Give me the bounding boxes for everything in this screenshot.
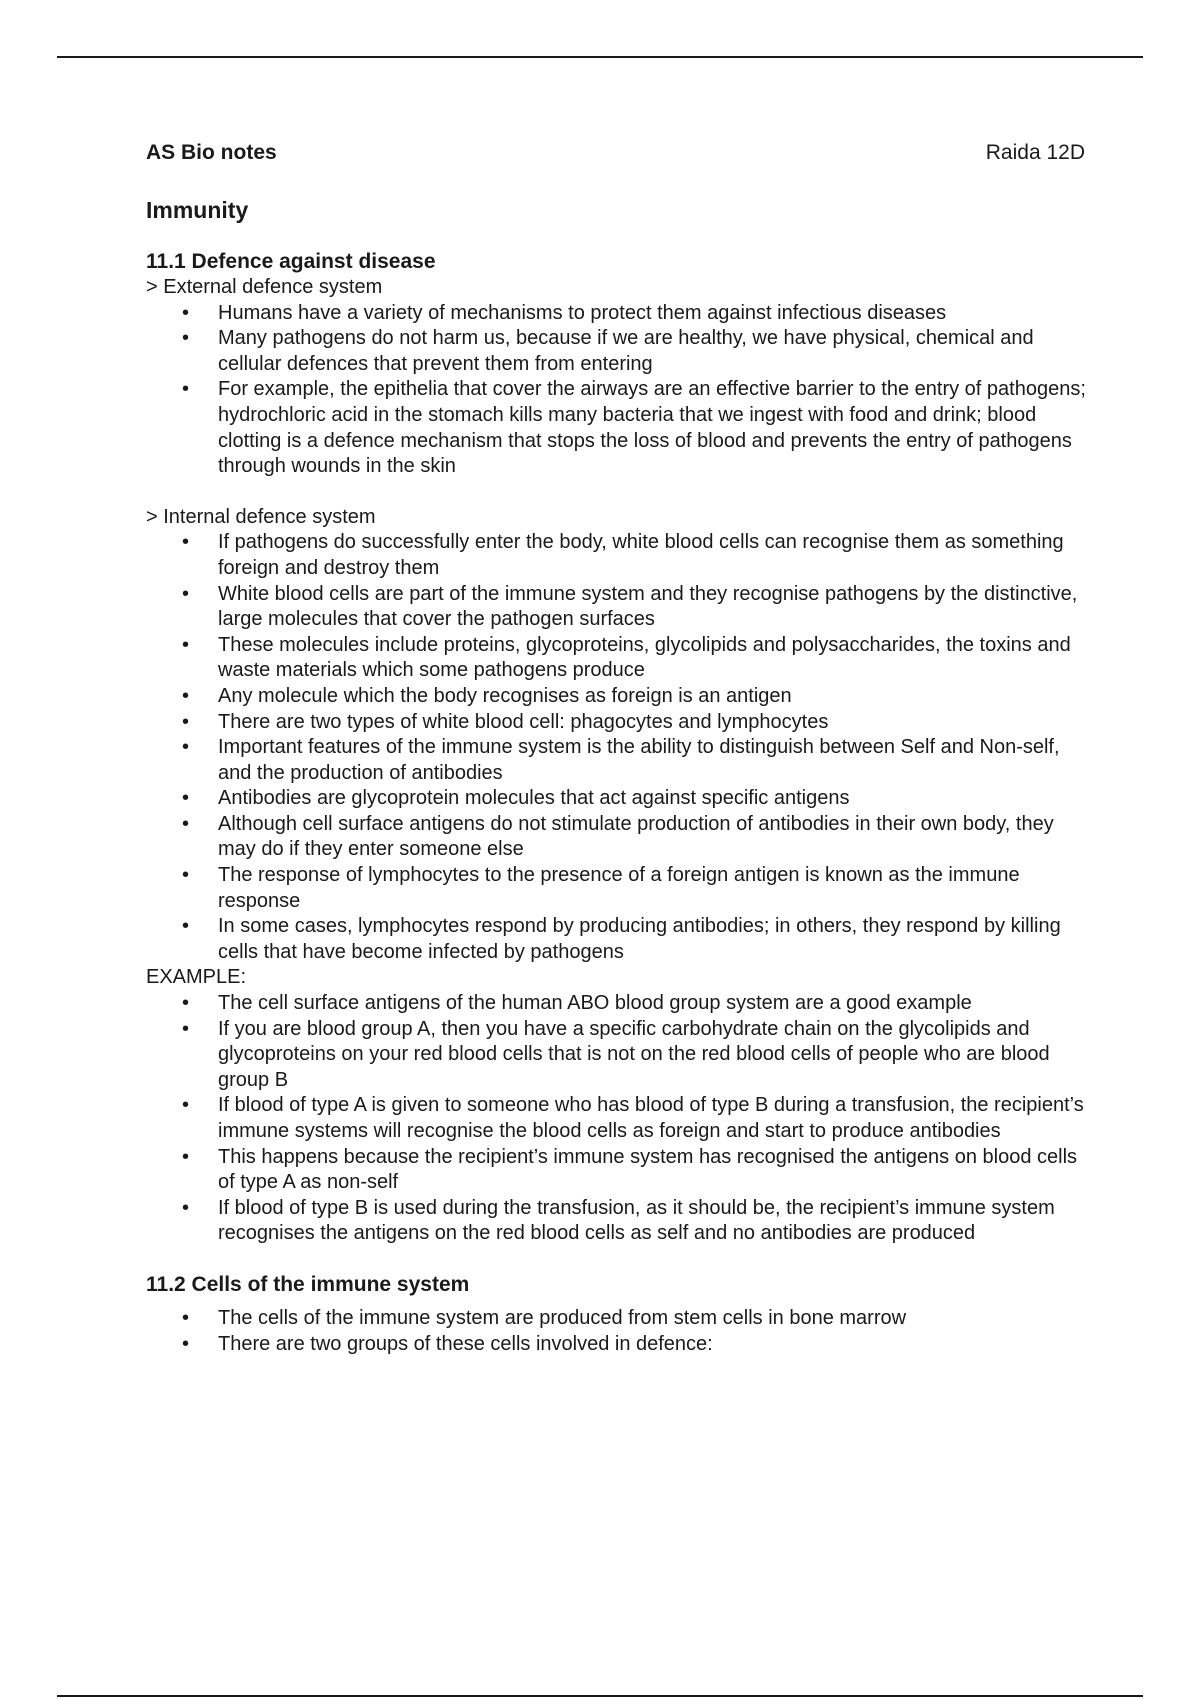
top-rule [57,56,1143,58]
list-item: • Many pathogens do not harm us, because if we are healthy, we have physical, chemical and cellular defences that prevent them from entering [146,326,1086,377]
list-item: • For example, the epithelia that cover the airways are an effective barrier to the entry of pathogens; hydrochloric acid in the stomach kills many bacteria that we ingest with food and drink; blood clotting is a defence mechanism that stops the loss of blood and prevents the entry of pathogens through wounds in the skin [146,377,1086,479]
external-defence-list [146,301,1086,480]
list-item: • Antibodies are glycoprotein molecules that act against specific antigens [146,786,1086,812]
list-item: • The cell surface antigens of the human ABO blood group system are a good example [146,991,1086,1017]
list-item: • The response of lymphocytes to the presence of a foreign antigen is known as the immune response [146,863,1086,914]
list-item: • White blood cells are part of the immune system and they recognise pathogens by the distinctive, large molecules that cover the pathogen surfaces [146,582,1086,633]
list-item: • If blood of type A is given to someone who has blood of type B during a transfusion, the recipient’s immune systems will recognise the blood cells as foreign and start to produce antibodies [146,1093,1086,1144]
list-item: • If blood of type B is used during the transfusion, as it should be, the recipient’s immune system recognises the antigens on the red blood cells as self and no antibodies are produced [146,1196,1086,1247]
external-defence-heading: > External defence system [146,276,383,298]
list-item: • If you are blood group A, then you have a specific carbohydrate chain on the glycolipids and glycoproteins on your red blood cells that is not on the red blood cells of people who are blood group B [146,1017,1086,1094]
section-2-title: 11.2 Cells of the immune system [146,1272,470,1296]
topic-title: Immunity [146,197,249,223]
list-item: • Important features of the immune system is the ability to distinguish between Self and Non-self, and the production of antibodies [146,735,1086,786]
immune-cells-list [146,1306,1086,1357]
list-item: • There are two groups of these cells involved in defence: [146,1332,1086,1358]
document-header [146,140,1086,168]
list-item: • If pathogens do successfully enter the body, white blood cells can recognise them as something foreign and destroy them [146,530,1086,581]
example-heading: EXAMPLE: [146,966,247,989]
document-body [146,140,1086,1357]
list-item: • There are two types of white blood cell: phagocytes and lymphocytes [146,710,1086,736]
list-item: • Although cell surface antigens do not stimulate production of antibodies in their own body, they may do if they enter someone else [146,812,1086,863]
document-author: Raida 12D [985,141,1085,164]
list-item: • In some cases, lymphocytes respond by producing antibodies; in others, they respond by killing cells that have become infected by pathogens [146,914,1086,965]
list-item: • The cells of the immune system are produced from stem cells in bone marrow [146,1306,1086,1332]
bottom-rule [57,1695,1143,1697]
list-item: • These molecules include proteins, glycoproteins, glycolipids and polysaccharides, the toxins and waste materials which some pathogens produce [146,633,1086,684]
internal-defence-heading: > Internal defence system [146,505,376,528]
list-item: • This happens because the recipient’s immune system has recognised the antigens on blood cells of type A as non-self [146,1145,1086,1196]
paragraph-gap [146,480,1086,505]
example-list [146,991,1086,1247]
section-1-title: 11.1 Defence against disease [146,250,436,273]
list-item: • Any molecule which the body recognises as foreign is an antigen [146,684,1086,710]
list-item: • Humans have a variety of mechanisms to protect them against infectious diseases [146,301,1086,327]
document-title: AS Bio notes [146,141,277,164]
internal-defence-list [146,530,1086,965]
